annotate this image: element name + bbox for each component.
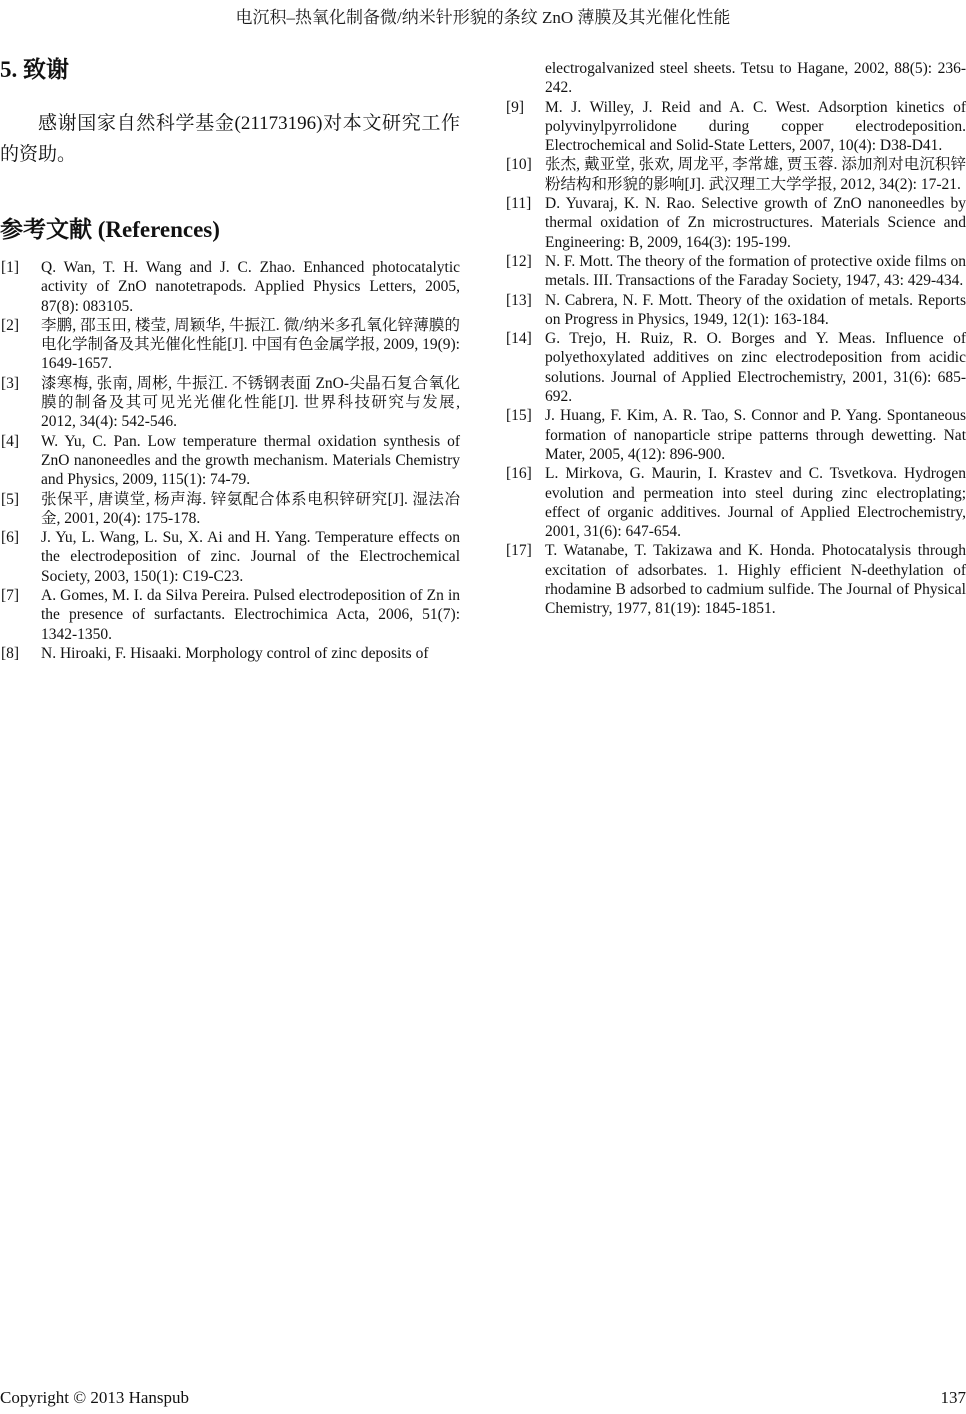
reference-text: N. Cabrera, N. F. Mott. Theory of the oxidation of metals. Reports on Progress in Physics, 1949, 12(1): 163-184.	[545, 291, 966, 328]
reference-text: W. Yu, C. Pan. Low temperature thermal oxidation synthesis of ZnO nanoneedles and the growth mechanism. Materials Chemistry and Physics, 2009, 115(1): 74-79.	[41, 432, 460, 489]
reference-text: A. Gomes, M. I. da Silva Pereira. Pulsed electrodeposition of Zn in the presence of surfactants. Electrochimica Acta, 2006, 51(7): 1342-1350.	[41, 587, 460, 643]
reference-label: [11]	[506, 195, 532, 213]
reference-text: 张杰, 戴亚堂, 张欢, 周龙平, 李常雄, 贾玉蓉. 添加剂对电沉积锌粉结构和形貌的影响[J]. 武汉理工大学学报, 2012, 34(2): 17-21.	[545, 156, 966, 193]
reference-label: [15]	[506, 407, 532, 425]
reference-text: 张保平, 唐谟堂, 杨声海. 锌氨配合体系电积锌研究[J]. 湿法冶金, 2001, 20(4): 175-178.	[41, 490, 460, 527]
reference-item	[505, 406, 966, 464]
reference-item	[505, 329, 966, 406]
copyright-text: Copyright © 2013 Hanspub	[0, 1388, 190, 1407]
reference-label: [5]	[1, 490, 20, 508]
reference-item	[505, 541, 966, 618]
references-heading: 参考文献 (References)	[0, 217, 220, 242]
running-head-title: 电沉积–热氧化制备微/纳米针形貌的条纹 ZnO 薄膜及其光催化性能	[235, 8, 731, 27]
reference-text: N. F. Mott. The theory of the formation of protective oxide films on metals. III. Transactions of the Faraday Society, 1947, 43: 429-434.	[545, 252, 966, 290]
reference-item	[0, 316, 460, 374]
reference-label: [13]	[506, 291, 532, 309]
reference-label: [12]	[506, 252, 532, 270]
references-list-left	[0, 258, 460, 663]
reference-label: [8]	[1, 644, 20, 662]
reference-text: L. Mirkova, G. Maurin, I. Krastev and C. Tsvetkova. Hydrogen evolution and permeation into steel during zinc electroplating; effect of organic additives. Journal of Applied Electrochemistry, 2001, 31(6): 647-654.	[545, 465, 966, 541]
reference-label: [3]	[1, 374, 20, 392]
reference-text: Q. Wan, T. H. Wang and J. C. Zhao. Enhanced photocatalytic activity of ZnO nanotetrapods. Applied Physics Letters, 2005, 87(8): 083105.	[41, 259, 460, 315]
reference-label: [16]	[506, 465, 532, 483]
reference-item	[505, 155, 966, 194]
reference-item	[0, 258, 460, 316]
reference-item	[505, 291, 966, 330]
reference-label: [4]	[1, 432, 20, 450]
reference-label: [6]	[1, 529, 20, 547]
reference-label: [10]	[506, 156, 532, 174]
reference-label: [7]	[1, 587, 20, 605]
reference-label: [9]	[506, 98, 525, 116]
acknowledgement-paragraph: 感谢国家自然科学基金(21173196)对本文研究工作的资助。	[0, 113, 460, 165]
reference-item	[0, 432, 460, 490]
reference-item	[0, 490, 460, 529]
reference-label: [17]	[506, 542, 532, 560]
reference-label: [1]	[1, 259, 20, 276]
page-footer	[0, 1388, 966, 1408]
reference-item	[505, 98, 966, 156]
reference-label: [2]	[1, 316, 20, 334]
right-column	[505, 59, 966, 619]
left-column	[0, 56, 460, 663]
reference-text: M. J. Willey, J. Reid and A. C. West. Adsorption kinetics of polyvinylpyrrolidone during copper electrodeposition. Electrochemical and Solid-State Letters, 2007, 10(4): D38-D41.	[545, 98, 966, 155]
reference-text: N. Hiroaki, F. Hisaaki. Morphology control of zinc deposits of	[41, 644, 429, 662]
reference-text: T. Watanabe, T. Takizawa and K. Honda. Photocatalysis through excitation of adsorbates. 1. Highly efficient N-deethylation of rhodamine B adsorbed to cadmium sulfide. The Journal of Physical Chemistry, 1977, 81(19): 1845-1851.	[545, 542, 966, 618]
reference-text: G. Trejo, H. Ruiz, R. O. Borges and Y. Meas. Influence of polyethoxylated additives on zinc electrodeposition from acidic solutions. Journal of Applied Electrochemistry, 2001, 31(6): 685-692.	[545, 330, 966, 406]
reference-item	[505, 252, 966, 291]
reference-item	[0, 644, 460, 663]
page-number: 137	[940, 1388, 966, 1407]
references-list-right	[505, 98, 966, 619]
reference-text: 李鹏, 邵玉田, 楼莹, 周颖华, 牛振江. 微/纳米多孔氧化锌薄膜的电化学制备及其光催化性能[J]. 中国有色金属学报, 2009, 19(9): 1649-1657.	[41, 316, 460, 373]
reference-label: [14]	[506, 330, 532, 348]
reference-item	[0, 586, 460, 644]
reference-item	[505, 194, 966, 252]
reference-item	[0, 528, 460, 586]
reference-item	[505, 464, 966, 541]
reference-text: 漆寒梅, 张南, 周彬, 牛振江. 不锈钢表面 ZnO-尖晶石复合氧化膜的制备及其可见光光催化性能[J]. 世界科技研究与发展, 2012, 34(4): 542-546.	[41, 374, 460, 431]
acknowledgement-heading: 5. 致谢	[0, 57, 69, 82]
reference-item	[0, 374, 460, 432]
reference-text: J. Huang, F. Kim, A. R. Tao, S. Connor and P. Yang. Spontaneous formation of nanoparticle stripe patterns through dewetting. Nat Mater, 2005, 4(12): 896-900.	[545, 407, 966, 463]
reference-continuation-text: electrogalvanized steel sheets. Tetsu to Hagane, 2002, 88(5): 236-242.	[545, 60, 966, 97]
reference-text: J. Yu, L. Wang, L. Su, X. Ai and H. Yang. Temperature effects on the electrodeposition of zinc. Journal of the Electrochemical Society, 2003, 150(1): C19-C23.	[41, 529, 460, 585]
reference-text: D. Yuvaraj, K. N. Rao. Selective growth of ZnO nanoneedles by thermal oxidation of Zn microstructures. Materials Science and Engineering: B, 2009, 164(3): 195-199.	[545, 195, 966, 251]
